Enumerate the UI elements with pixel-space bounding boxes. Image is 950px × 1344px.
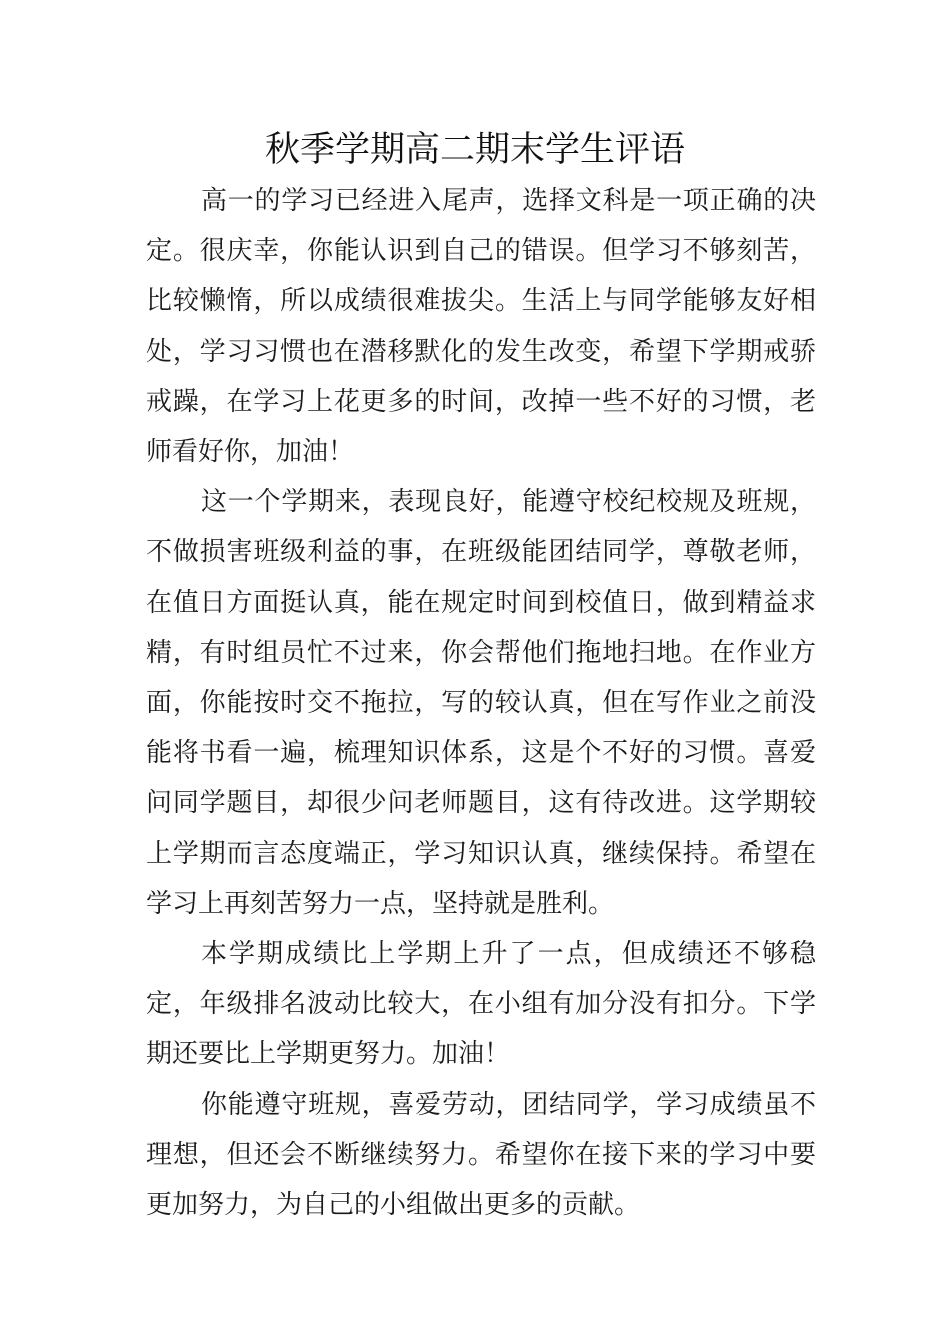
paragraph-3: 本学期成绩比上学期上升了一点，但成绩还不够稳定，年级排名波动比较大，在小组有加分没有扣分。下学期还要比上学期更努力。加油！ bbox=[146, 939, 816, 1070]
paragraph-4: 你能遵守班规，喜爱劳动，团结同学，学习成绩虽不理想，但还会不断继续努力。希望你在接下来的学习中要更加努力，为自己的小组做出更多的贡献。 bbox=[146, 1089, 816, 1221]
document-body bbox=[146, 176, 816, 1230]
document-title: 秋季学期高二期末学生评语 bbox=[264, 130, 685, 170]
paragraph-1: 高一的学习已经进入尾声，选择文科是一项正确的决定。很庆幸，你能认识到自己的错误。但学习不够刻苦，比较懒惰，所以成绩很难拔尖。生活上与同学能够友好相处，学习习惯也在潜移默化的发生改变，希望下学期戒骄戒躁，在学习上花更多的时间，改掉一些不好的习惯，老师看好你，加油！ bbox=[146, 186, 816, 468]
paragraph-2: 这一个学期来，表现良好，能遵守校纪校规及班规，不做损害班级利益的事，在班级能团结同学，尊敬老师，在值日方面挺认真，能在规定时间到校值日，做到精益求精，有时组员忙不过来，你会帮他们拖地扫地。在作业方面，你能按时交不拖拉，写的较认真，但在写作业之前没能将书看一遍，梳理知识体系，这是个不好的习惯。喜爱问同学题目，却很少问老师题目，这有待改进。这学期较上学期而言态度端正，学习知识认真，继续保持。希望在学习上再刻苦努力一点，坚持就是胜利。 bbox=[146, 487, 816, 919]
